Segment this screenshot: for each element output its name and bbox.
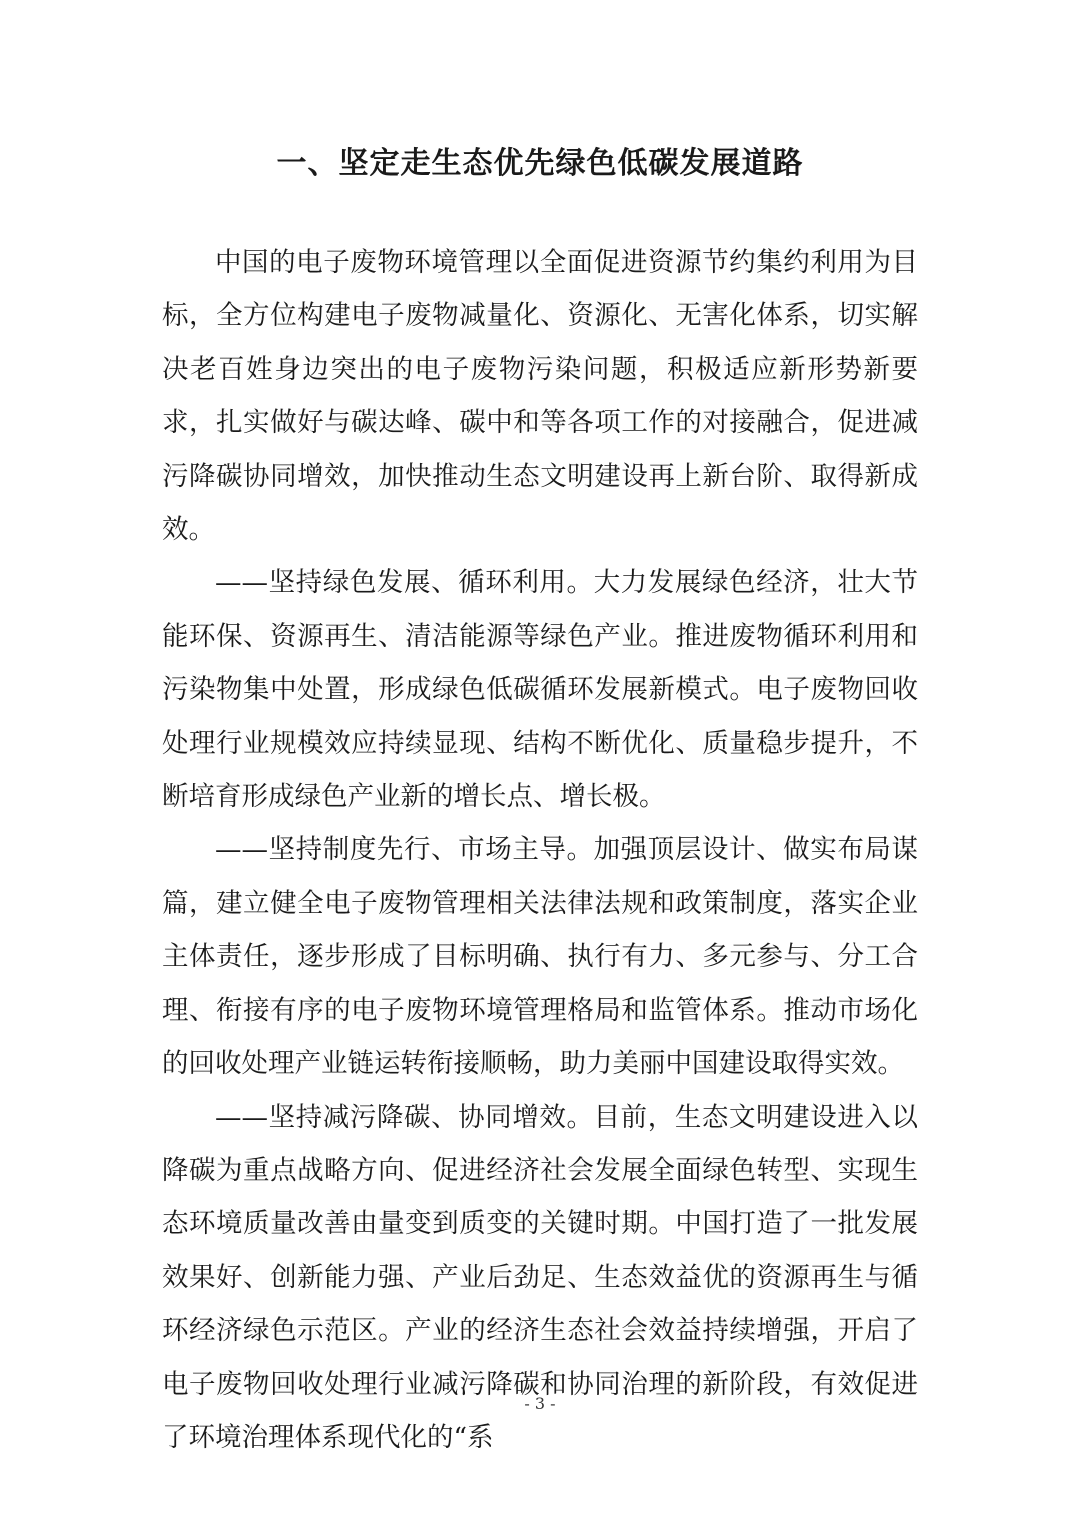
- page-number: - 3 -: [524, 1394, 556, 1413]
- paragraph-green-development: ——坚持绿色发展、循环利用。大力发展绿色经济，壮大节能环保、资源再生、清洁能源等绿色产业。推进废物循环利用和污染物集中处置，形成绿色低碳循环发展新模式。电子废物回收处理行业规模效应持续显现、结构不断优化、质量稳步提升，不断培育形成绿色产业新的增长点、增长极。: [162, 567, 918, 813]
- paragraph-pollution-carbon-reduction: ——坚持减污降碳、协同增效。目前，生态文明建设进入以降碳为重点战略方向、促进经济社会发展全面绿色转型、实现生态环境质量改善由量变到质变的关键时期。中国打造了一批发展效果好、创新能力强、产业后劲足、生态效益优的资源再生与循环经济绿色示范区。产业的经济生态社会效益持续增强，开启了电子废物回收处理行业减污降碳和协同治理的新阶段，有效促进了环境治理体系现代化的“系: [162, 1101, 918, 1453]
- section-heading: 一、坚定走生态优先绿色低碳发展道路: [276, 146, 804, 181]
- paragraph-intro: 中国的电子废物环境管理以全面促进资源节约集约利用为目标，全方位构建电子废物减量化、资源化、无害化体系，切实解决老百姓身边突出的电子废物污染问题，积极适应新形势新要求，扎实做好与碳达峰、碳中和等各项工作的对接融合，促进减污降碳协同增效，加快推动生态文明建设再上新台阶、取得新成效。: [162, 247, 918, 546]
- body-text: [162, 236, 918, 1464]
- paragraph-institution-first: ——坚持制度先行、市场主导。加强顶层设计、做实布局谋篇，建立健全电子废物管理相关法律法规和政策制度，落实企业主体责任，逐步形成了目标明确、执行有力、多元参与、分工合理、衔接有序的电子废物环境管理格局和监管体系。推动市场化的回收处理产业链运转衔接顺畅，助力美丽中国建设取得实效。: [162, 834, 918, 1080]
